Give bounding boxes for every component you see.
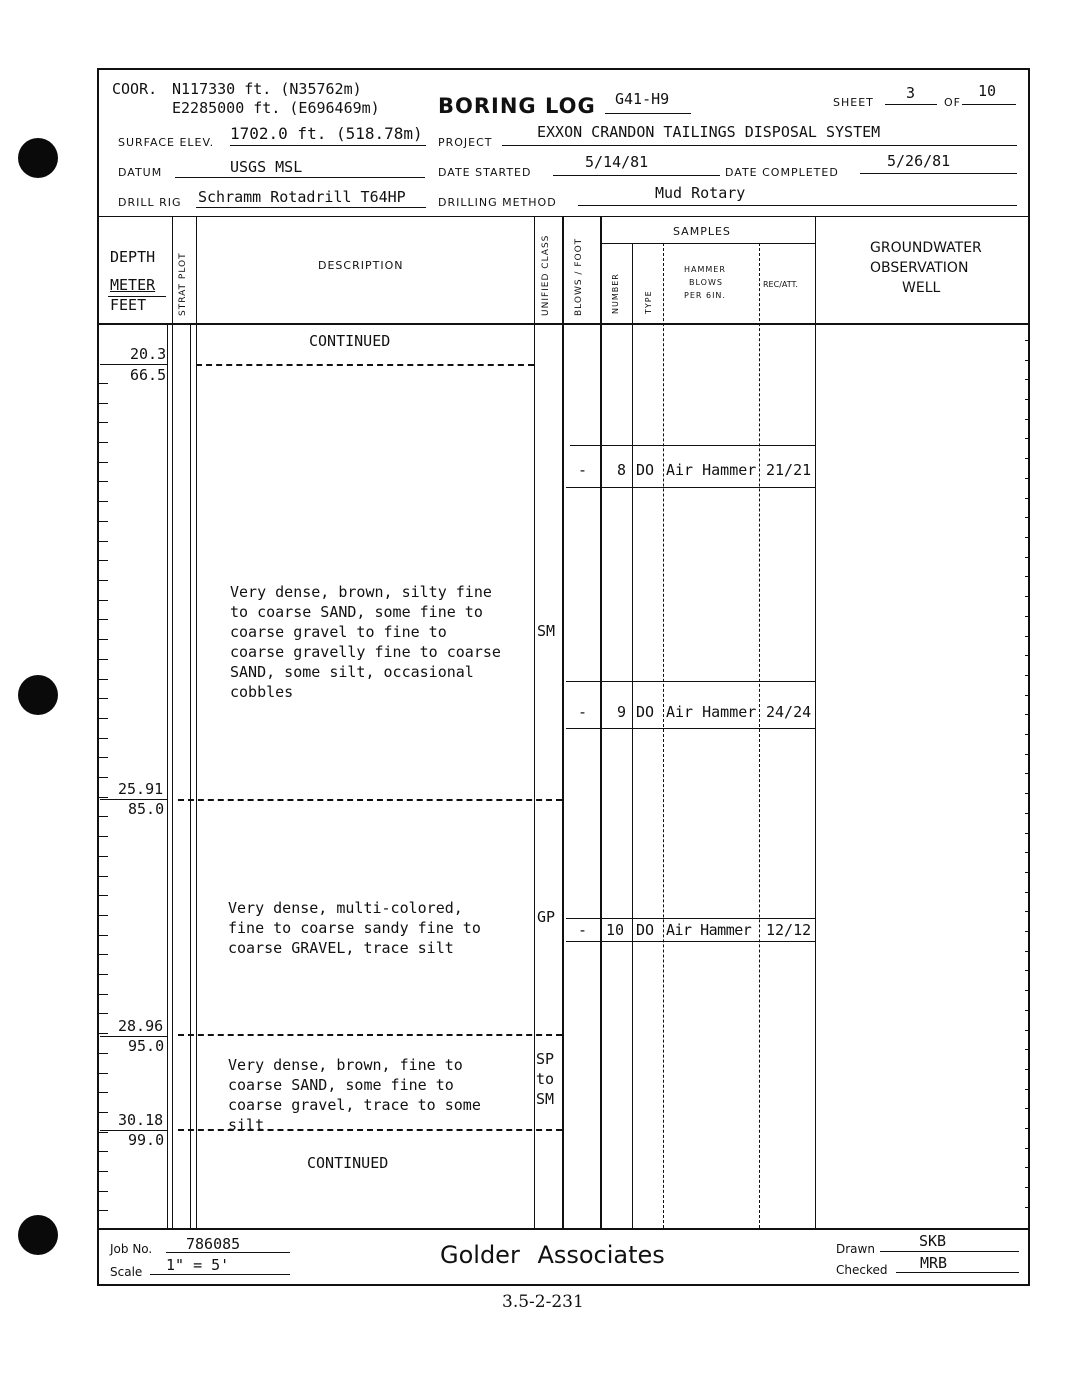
drill-rig-underline (196, 207, 426, 208)
edge-tick (1025, 360, 1029, 361)
sample-blows-1: - (578, 461, 588, 479)
sample-blows-3: - (578, 921, 588, 939)
surface-elev-value: 1702.0 ft. (518.78m) (230, 124, 423, 143)
depth-meter-3: 28.96 (118, 1017, 164, 1035)
edge-tick (1025, 1049, 1029, 1050)
surface-elev-underline (230, 145, 426, 146)
date-started-label: DATE STARTED (438, 166, 532, 179)
sample-hammer-2: Air Hammer (666, 703, 757, 721)
checked-label: Checked (836, 1263, 888, 1277)
punch-hole-bottom (18, 1215, 58, 1255)
drawn-value: SKB (919, 1232, 947, 1250)
edge-tick (1025, 1108, 1029, 1109)
edge-tick (1025, 557, 1029, 558)
drilling-method-value: Mud Rotary (655, 184, 746, 202)
sample-hammer-3: Air Hammer (666, 921, 752, 939)
job-no-underline (166, 1252, 290, 1253)
meter-header: METER (110, 276, 156, 294)
checked-underline (896, 1272, 1019, 1273)
depth-tick (98, 541, 108, 542)
edge-tick (1025, 931, 1029, 932)
depth-tick (98, 698, 108, 699)
form-title: BORING LOG (438, 94, 596, 118)
type-header: TYPE (644, 290, 653, 314)
edge-tick (1025, 813, 1029, 814)
col-line-type (663, 243, 664, 1228)
depth-tick (98, 994, 108, 995)
edge-tick (1025, 1187, 1029, 1188)
col-line-hammer (759, 243, 760, 1228)
depth-tick (98, 639, 108, 640)
sample-top-rule-3 (566, 918, 815, 919)
depth-meter-2: 25.91 (118, 780, 164, 798)
depth-header-rule (108, 296, 166, 297)
number-header: NUMBER (611, 273, 620, 314)
depth-tick (98, 1013, 108, 1014)
edge-tick (1025, 419, 1029, 420)
col-line-description (534, 216, 535, 1228)
edge-tick (1025, 852, 1029, 853)
scale-underline (150, 1274, 290, 1275)
edge-tick (1025, 872, 1029, 873)
depth-tick (98, 560, 108, 561)
col-line-depth-b (167, 323, 168, 1228)
depth-meter-4: 30.18 (118, 1111, 164, 1129)
depth-tick (98, 580, 108, 581)
edge-tick (1025, 438, 1029, 439)
depth-tick (98, 600, 108, 601)
stratum-class-2: GP (537, 908, 556, 926)
edge-tick (1025, 596, 1029, 597)
job-no-value: 786085 (186, 1235, 241, 1253)
samples-header: SAMPLES (673, 225, 731, 238)
depth-tick (98, 777, 108, 778)
samples-group-rule (600, 243, 815, 244)
depth-tick (98, 659, 108, 660)
edge-tick (1025, 734, 1029, 735)
edge-tick (1025, 1089, 1029, 1090)
depth-feet-4: 99.0 (128, 1131, 165, 1149)
edge-tick (1025, 636, 1029, 637)
blows-foot-header: BLOWS / FOOT (574, 237, 584, 316)
depth-tick (98, 797, 108, 798)
hammer-header-2: BLOWS (689, 278, 723, 287)
continued-top-label: CONTINUED (309, 332, 391, 350)
stratum-boundary-3 (178, 1034, 562, 1036)
edge-tick (1025, 675, 1029, 676)
checked-value: MRB (920, 1254, 948, 1272)
depth-tick (98, 1073, 108, 1074)
depth-tick (98, 462, 108, 463)
depth-tick (98, 836, 108, 837)
depth-tick (98, 954, 108, 955)
depth-tick (98, 876, 108, 877)
date-completed-label: DATE COMPLETED (725, 166, 839, 179)
edge-tick (1025, 1207, 1029, 1208)
coordinates-label: COOR. (112, 80, 158, 98)
groundwater-header-2: OBSERVATION (870, 260, 969, 276)
depth-tick (98, 915, 108, 916)
col-line-strat-b (190, 323, 191, 1228)
depth-tick (98, 1053, 108, 1054)
coordinates-north: N117330 ft. (N35762m) (172, 80, 362, 98)
depth-tick (98, 481, 108, 482)
edge-tick (1025, 537, 1029, 538)
sheet-of-label: OF (944, 96, 961, 109)
punch-hole-middle (18, 675, 58, 715)
col-line-recatt (815, 216, 816, 1228)
depth-tick (98, 1151, 108, 1152)
page-number: 3.5-2-231 (502, 1292, 584, 1312)
depth-tick (98, 1191, 108, 1192)
sheet-label: SHEET (833, 96, 874, 109)
description-header: DESCRIPTION (318, 259, 404, 272)
datum-value: USGS MSL (230, 158, 303, 176)
sample-number-2: 9 (617, 703, 627, 721)
depth-tick (98, 895, 108, 896)
sheet-number: 3 (906, 84, 916, 102)
edge-tick (1025, 340, 1029, 341)
job-no-label: Job No. (110, 1242, 153, 1256)
punch-hole-top (18, 138, 58, 178)
stratum-boundary-1 (196, 364, 534, 366)
sample-type-3: DO (636, 921, 655, 939)
edge-tick (1025, 399, 1029, 400)
stratum-boundary-2 (178, 799, 562, 801)
project-underline (502, 145, 1017, 146)
date-started-value: 5/14/81 (585, 153, 649, 171)
edge-tick (1025, 1010, 1029, 1011)
sample-bottom-rule-3 (566, 941, 815, 942)
depth-tick (98, 1210, 108, 1211)
scale-label: Scale (110, 1265, 143, 1279)
depth-header: DEPTH (110, 248, 156, 266)
depth-feet-2: 85.0 (128, 800, 165, 818)
continued-bottom-label: CONTINUED (307, 1154, 389, 1172)
edge-tick (1025, 517, 1029, 518)
sample-rec-att-1: 21/21 (766, 461, 812, 479)
edge-tick (1025, 1069, 1029, 1070)
sample-type-2: DO (636, 703, 655, 721)
project-value: EXXON CRANDON TAILINGS DISPOSAL SYSTEM (537, 123, 881, 141)
edge-tick (1025, 911, 1029, 912)
depth-tick (98, 679, 108, 680)
edge-tick (1025, 1030, 1029, 1031)
col-line-number (632, 243, 633, 1228)
footer-top-rule (98, 1228, 1029, 1230)
stratum-class-3: SP to SM (536, 1050, 555, 1108)
sheet-total-underline (962, 104, 1016, 105)
scale-value: 1" = 5' (166, 1256, 230, 1274)
sample-type-1: DO (636, 461, 655, 479)
depth-feet-1: 66.5 (130, 366, 167, 384)
unified-class-header: UNIFIED CLASS (541, 234, 551, 316)
strat-plot-header: STRAT PLOT (178, 252, 188, 316)
col-line-blows (600, 216, 602, 1228)
depth-tick (98, 521, 108, 522)
drill-rig-value: Schramm Rotadrill T64HP (198, 188, 406, 206)
edge-tick (1025, 951, 1029, 952)
boring-id: G41-H9 (615, 90, 670, 108)
edge-tick (1025, 990, 1029, 991)
depth-tick (98, 501, 108, 502)
company-name: Golder Associates (440, 1241, 665, 1269)
edge-tick (1025, 892, 1029, 893)
depth-tick (98, 403, 108, 404)
depth-rule-1 (100, 364, 168, 365)
depth-meter-1: 20.3 (130, 345, 167, 363)
groundwater-header-1: GROUNDWATER (870, 240, 982, 256)
datum-underline (175, 177, 425, 178)
depth-tick (98, 816, 108, 817)
depth-tick (98, 442, 108, 443)
sample-number-3: 10 (606, 921, 625, 939)
edge-tick (1025, 714, 1029, 715)
stratum-description-2: Very dense, multi-colored, fine to coarse sandy fine to coarse GRAVEL, trace silt (228, 899, 481, 957)
sample-blows-2: - (578, 703, 588, 721)
stratum-class-1: SM (537, 622, 556, 640)
col-line-class (562, 216, 564, 1228)
depth-tick (98, 757, 108, 758)
depth-tick (98, 935, 108, 936)
sample-top-rule-1 (570, 445, 815, 446)
groundwater-header-3: WELL (902, 280, 941, 296)
col-line-depth (172, 216, 173, 1228)
edge-tick (1025, 1167, 1029, 1168)
drill-rig-label: DRILL RIG (118, 196, 182, 209)
depth-tick (98, 1112, 108, 1113)
project-label: PROJECT (438, 136, 493, 149)
drilling-method-label: DRILLING METHOD (438, 196, 557, 209)
sample-hammer-1: Air Hammer (666, 461, 757, 479)
stratum-description-1: Very dense, brown, silty fine to coarse SAND, some fine to coarse gravel to fine to coarse gravelly fine to coarse SAND, some silt, occasional cobbles (230, 583, 501, 701)
depth-tick (98, 718, 108, 719)
feet-header: FEET (110, 296, 147, 314)
rec-att-header: REC/ATT. (763, 280, 798, 289)
edge-tick (1025, 379, 1029, 380)
drawn-label: Drawn (836, 1242, 875, 1256)
edge-tick (1025, 1128, 1029, 1129)
col-line-strat (196, 216, 197, 1228)
sample-number-1: 8 (617, 461, 627, 479)
datum-label: DATUM (118, 166, 163, 179)
sheet-total: 10 (978, 82, 997, 100)
sample-rec-att-3: 12/12 (766, 921, 812, 939)
sheet-number-underline (885, 104, 937, 105)
depth-tick (98, 1092, 108, 1093)
depth-tick (98, 422, 108, 423)
edge-tick (1025, 576, 1029, 577)
depth-tick (98, 1033, 108, 1034)
edge-tick (1025, 1148, 1029, 1149)
depth-tick (98, 1171, 108, 1172)
date-completed-value: 5/26/81 (887, 152, 951, 170)
edge-tick (1025, 616, 1029, 617)
depth-tick (98, 974, 108, 975)
stratum-description-3: Very dense, brown, fine to coarse SAND, some fine to coarse gravel, trace to some silt (228, 1056, 481, 1134)
edge-tick (1025, 458, 1029, 459)
boring-id-underline (605, 113, 691, 114)
depth-tick (98, 619, 108, 620)
edge-tick (1025, 754, 1029, 755)
hammer-header-3: PER 6IN. (684, 291, 726, 300)
sample-top-rule-2 (566, 681, 815, 682)
edge-tick (1025, 773, 1029, 774)
drawn-underline (880, 1251, 1019, 1252)
sample-rec-att-2: 24/24 (766, 703, 812, 721)
sample-bottom-rule-1 (566, 487, 815, 488)
edge-tick (1025, 833, 1029, 834)
surface-elev-label: SURFACE ELEV. (118, 136, 215, 149)
sample-bottom-rule-2 (566, 728, 815, 729)
depth-tick (98, 856, 108, 857)
edge-tick (1025, 655, 1029, 656)
date-completed-underline (860, 173, 1017, 174)
hammer-header-1: HAMMER (684, 265, 726, 274)
edge-tick (1025, 478, 1029, 479)
edge-tick (1025, 695, 1029, 696)
drilling-method-underline (578, 205, 1017, 206)
depth-tick (98, 738, 108, 739)
depth-feet-3: 95.0 (128, 1037, 165, 1055)
edge-tick (1025, 793, 1029, 794)
edge-tick (1025, 970, 1029, 971)
coordinates-east: E2285000 ft. (E696469m) (172, 99, 380, 117)
depth-tick (98, 383, 108, 384)
depth-tick (98, 1132, 108, 1133)
edge-tick (1025, 498, 1029, 499)
date-started-underline (553, 175, 720, 176)
